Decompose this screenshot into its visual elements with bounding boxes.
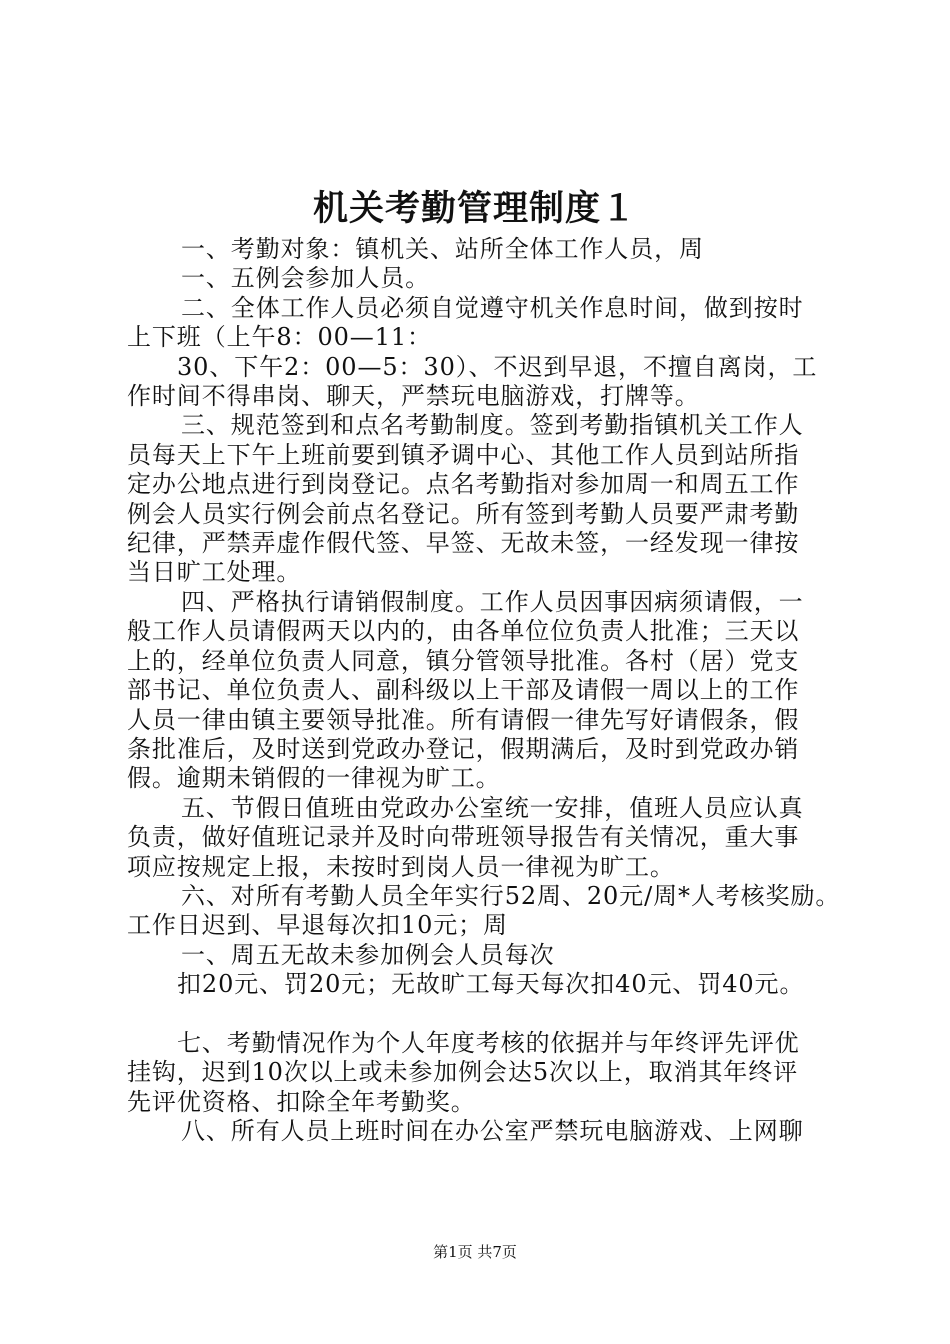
page-footer: 第1页 共7页 [433,1243,517,1261]
paragraph-line: 30、下午2：00—5：30）、不迟到早退，不擅自离岗，工 [177,352,818,381]
paragraph-line: 一、考勤对象：镇机关、站所全体工作人员，周 [181,235,704,263]
paragraph-line: 七、考勤情况作为个人年度考核的依据并与年终评先评优 [177,1028,800,1057]
paragraph-line: 例会人员实行例会前点名登记。所有签到考勤人员要严肃考勤 [127,499,800,528]
paragraph-line: 扣20元、罚20元；无故旷工每天每次扣40元、罚40元。 [177,970,805,999]
paragraph-line: 人员一律由镇主要领导批准。所有请假一律先写好请假条，假 [127,705,800,734]
paragraph-line: 一、五例会参加人员。 [181,264,430,293]
paragraph-line: 纪律，严禁弄虚作假代签、早签、无故未签，一经发现一律按 [127,529,800,558]
paragraph-line: 条批准后，及时送到党政办登记，假期满后，及时到党政办销 [127,734,800,763]
paragraph-line: 上下班（上午8：00—11： [127,323,432,352]
paragraph-line: 挂钩，迟到10次以上或未参加例会达5次以上，取消其年终评 [127,1058,799,1087]
paragraph-line: 部书记、单位负责人、副科级以上干部及请假一周以上的工作 [127,676,800,705]
document-body [127,235,843,1147]
paragraph-line: 员每天上下午上班前要到镇矛调中心、其他工作人员到站所指 [127,440,800,469]
paragraph-line: 六、对所有考勤人员全年实行52周、20元/周*人考核奖励。 [181,881,841,910]
paragraph-line: 一、周五无故未参加例会人员每次 [181,940,555,969]
paragraph-line: 上的，经单位负责人同意，镇分管领导批准。各村（居）党支 [127,646,800,675]
paragraph-line: 五、节假日值班由党政办公室统一安排，值班人员应认真 [181,793,804,822]
paragraph-line: 三、规范签到和点名考勤制度。签到考勤指镇机关工作人 [181,411,804,440]
blank-line [127,1000,843,1029]
paragraph-line: 先评优资格、扣除全年考勤奖。 [127,1087,476,1116]
paragraph-line: 二、全体工作人员必须自觉遵守机关作息时间，做到按时 [181,293,804,322]
paragraph-line: 项应按规定上报，未按时到岗人员一律视为旷工。 [127,852,675,881]
document-title: 机关考勤管理制度１ [312,188,637,229]
paragraph-line: 当日旷工处理。 [127,558,302,587]
paragraph-line: 般工作人员请假两天以内的，由各单位位负责人批准；三天以 [127,617,800,646]
paragraph-line: 四、严格执行请销假制度。工作人员因事因病须请假，一 [181,587,804,616]
paragraph-line: 作时间不得串岗、聊天，严禁玩电脑游戏，打牌等。 [127,382,700,411]
paragraph-line: 工作日迟到、早退每次扣10元；周 [127,911,508,940]
paragraph-line: 负责，做好值班记录并及时向带班领导报告有关情况，重大事 [127,823,800,852]
paragraph-line: 八、所有人员上班时间在办公室严禁玩电脑游戏、上网聊 [181,1117,804,1146]
paragraph-line: 假。逾期未销假的一律视为旷工。 [127,764,501,793]
paragraph-line: 定办公地点进行到岗登记。点名考勤指对参加周一和周五工作 [127,470,800,499]
